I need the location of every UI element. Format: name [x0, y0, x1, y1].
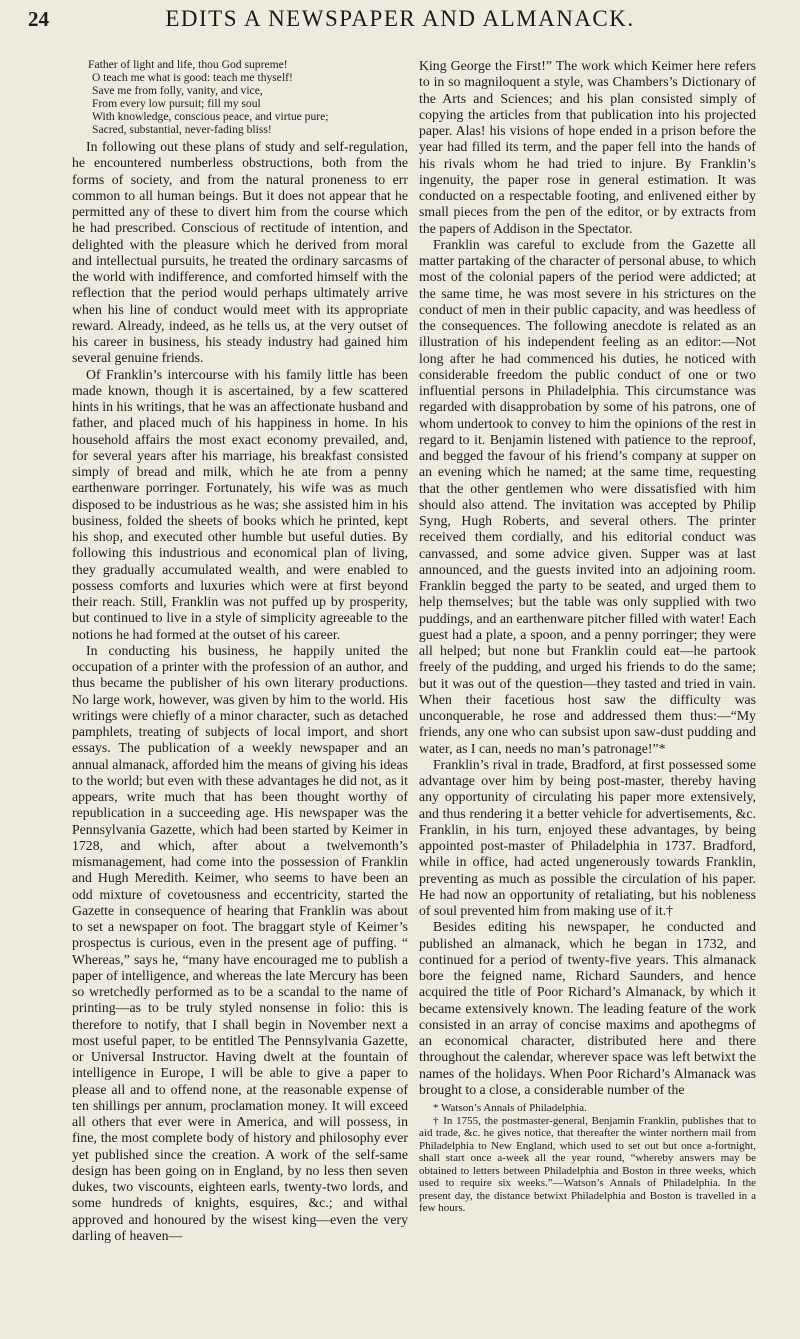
page-number: 24 [28, 7, 49, 31]
footnote: * Watson’s Annals of Philadelphia. [433, 1102, 587, 1114]
paragraph: Of Franklin’s intercourse with his family little has been made known, though it is ascertained, by a few scattered hints in his writings, that he was an affectionate husband and father, and placed much of his happiness in home. In his household affairs the most exact economy prevailed, and, for several years after his marriage, his breakfast consisted simply of bread and milk, which he ate from a penny earthenware porringer. Fortunately, his wife was as much disposed to be industrious as he was; she assisted him in his business, folded the sheets of books which he printed, kept his shop, and executed other humble but useful duties. By following this industrious and economical plan of living, they gradually accumulated wealth, and were enabled to possess comforts and luxuries which were at first beyond their reach. Still, Franklin was not puffed up by prosperity, but continued to live in a style of simplicity agreeable to the notions he had formed at the outset of his career. [72, 366, 408, 642]
paragraph: Franklin’s rival in trade, Bradford, at first possessed some advantage over him by being post-master, thereby having any opportunity of circulating his paper more extensively, and thus rendering it a better vehicle for advertisements, &c. Franklin, in his turn, enjoyed these advantages, by being appointed post-master of Philadelphia in 1737. Bradford, while in office, had acted ungenerously towards Franklin, preventing as much as possible the circulation of his paper. He had now an opportunity of retaliating, but his nobleness of soul prevented him from making use of it.† [419, 756, 756, 918]
running-head [28, 6, 772, 36]
left-column [72, 58, 408, 1244]
paragraph: Franklin was careful to exclude from the Gazette all matter partaking of the character of personal abuse, to which most of the colonial papers of the period were addicted; at the same time, he was most severe in his strictures on the conduct of men in their public capacity, and was heedless of the consequences. The following anecdote is related as an illustration of his independent feeling as an editor:—Not long after he had commenced his duties, he noticed with considerable freedom the public conduct of one or two influential persons in Philadelphia. This circumstance was regarded with disapprobation by some of his patrons, one of whom undertook to convey to him the opinions of the rest in regard to it. Benjamin listened with patience to the reproof, and begged the favour of his friend’s company at supper on an evening which he named; at the same time, requesting that the other gentlemen who were dissatisfied with him should also attend. The invitation was accepted by Philip Syng, Hugh Roberts, and several others. The printer received them cordially, and his editorial conduct was canvassed, and some advice given. Supper was at last announced, and the guests invited into an adjoining room. Franklin begged the party to be seated, and urged them to help themselves; but the table was only supplied with two puddings, and an earthenware pitcher filled with water! Each guest had a plate, a spoon, and a penny porringer; they were all helped; but none but Franklin could eat—he partook freely of the pudding, and urged his friends to do the same; but it was out of the question—they tasted and tried in vain. When their facetious host saw the difficulty was unconquerable, he rose and addressed them thus:—“My friends, any one who can subsist upon saw-dust pudding and water, as I can, needs no man’s patronage!”* [419, 236, 756, 756]
verse-line: Save me from folly, vanity, and vice, [92, 84, 263, 97]
paragraph: King George the First!” The work which Keimer here refers to in so magniloquent a style, was Chambers’s Dictionary of the Arts and Sciences; and his plan consisted simply of copying the articles from that publication into his projected paper. Alas! his visions of hope ended in a prison before the year had filled its term, and the paper fell into the hands of his rivals whom he had tried to injure. By Franklin’s ingenuity, the paper rose in general estimation. It was conducted on a respectable footing, and enlivened either by small pieces from the pen of the editor, or by extracts from the papers of Addison in the Spectator. [419, 58, 756, 236]
paragraph: In conducting his business, he happily united the occupation of a printer with the profession of an author, and thus became the publisher of his own literary productions. No large work, however, was given by him to the world. His writings were chiefly of a minor character, such as detached pamphlets, treating of subjects of local import, and short essays. The publication of a weekly newspaper and an annual almanack, afforded him the means of giving his ideas to the world; but even with these advantages he did not, as it appears, write much that has been thought worthy of republication in a succeeding age. His newspaper was the Pennsylvania Gazette, which had been started by Keimer in 1728, and which, after about a twelvemonth’s mismanagement, had come into the possession of Franklin and Hugh Meredith. Keimer, who seems to have been an odd mixture of covetousness and eccentricity, started the Gazette in consequence of hearing that Franklin was about to set a newspaper on foot. The braggart style of Keimer’s prospectus is curious, even in the present age of puffing. “ Whereas,” says he, “many have encouraged me to publish a paper of intelligence, and whereas the late Mercury has been so wretchedly performed as to be a scandal to the name of printing—as to be truly styled nonsense in folio: this is therefore to notify, that I shall begin in November next a most useful paper, to be entitled The Pennsylvania Gazette, or Universal Instructor. Having dwelt at the fountain of intelligence in Europe, I will be able to give a paper to please all and to offend none, at the reasonable expense of ten shillings per annum, proclamation money. It will exceed all others that ever were in America, and will possess, in fine, the most complete body of history and philosophy ever yet published since the creation. A work of the self-same design has been going on in England, by no less then seven dukes, two viscounts, eighteen earls, twenty-two lords, and some hundreds of knights, esquires, &c.; and withal approved and honoured by the wisest king—even the very darling of heaven— [72, 642, 408, 1243]
verse-line: From every low pursuit; fill my soul [92, 97, 261, 110]
right-column [419, 58, 756, 1215]
verse-line: With knowledge, conscious peace, and virtue pure; [92, 110, 329, 123]
verse-line: Father of light and life, thou God supreme! [88, 58, 288, 71]
paragraph: Besides editing his newspaper, he conducted and published an almanack, which he began in 1732, and continued for a period of twenty-five years. This almanack bore the feigned name, Richard Saunders, and hence acquired the title of Poor Richard’s Almanack, by which it became extensively known. The leading feature of the work consisted in an array of concise maxims and apothegms of an economical character, distributed here and there throughout the calendar, wherever space was left betwixt the names of the holidays. When Poor Richard’s Almanack was brought to a close, a considerable number of the [419, 919, 756, 1097]
verse-line: O teach me what is good: teach me thyself! [92, 71, 293, 84]
paragraph: In following out these plans of study and self-regulation, he encountered numberless obstructions, both from the forms of society, and from the natural proneness to err common to all human beings. But it does not appear that he permitted any of these to divert him from the course which he had prescribed. Conscious of rectitude of intention, and delighted with the pleasure which he derived from moral and intellectual pursuits, he treated the ordinary sarcasms of the world with indifference, and comforted himself with the reflection that the period would perhaps ultimately arrive when his line of conduct would meet with its appropriate reward. Already, indeed, as he tells us, at the very outset of his career in business, his steady industry had gained him several genuine friends. [72, 139, 408, 366]
verse-line: Sacred, substantial, never-fading bliss! [92, 123, 272, 136]
footnote: † In 1755, the postmaster-general, Benjamin Franklin, publishes that to aid trade, &c. he gives notice, that thereafter the winter northern mail from Philadelphia to New England, which used to set out but once a-fortnight, shall start once a-week all the year round, “whereby answers may be obtained to letters between Philadelphia and Boston in three weeks, which used to require six weeks.”—Watson’s Annals of Philadelphia. In the present day, the distance betwixt Philadelphia and Boston is travelled in a few hours. [419, 1114, 756, 1214]
footnotes [419, 1102, 756, 1215]
page-title: EDITS A NEWSPAPER AND ALMANACK. [165, 6, 635, 31]
verse-quote [88, 58, 408, 136]
